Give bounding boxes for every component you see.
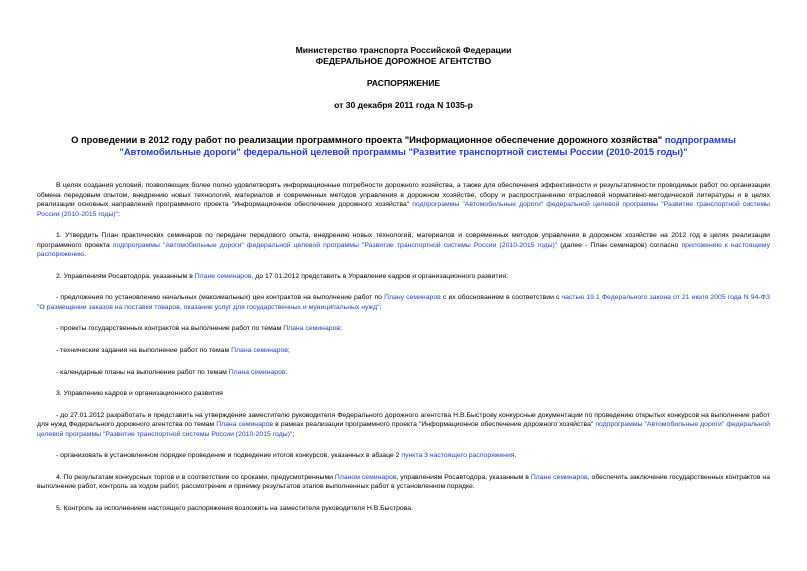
paragraph-text: , до 17.01.2012 представить в Управление кадров и организационного развития:	[251, 272, 508, 280]
paragraph-text: .	[285, 368, 288, 376]
paragraph-2-item-specs	[37, 346, 770, 356]
paragraph-1	[37, 231, 770, 260]
paragraph-text: 2. Управлениям Росавтодора, указанным в	[56, 272, 195, 280]
paragraph-text: В целях создания условий, позволяющих более полно удовлетворять информационные потребности дорожного хозяйства, а также для обеспечения эффективности и результативности проводимых работ по организации обмена передовым опытом, внедрению новых технологий, материалов и современных методов управления в дорожном хозяйстве, сбору и распространению отраслевой нормативно-методической литературы и в целях реализации основных направлений программного проекта "Информационное обеспечение дорожного хозяйства"	[37, 182, 770, 209]
link-appendix[interactable]: приложению к настоящему распоряжению	[37, 241, 770, 259]
paragraph-text: 3. Управлению кадров и организационного развития	[56, 390, 223, 398]
paragraph-text: ;	[287, 347, 290, 355]
paragraph-text: ;	[340, 325, 342, 333]
paragraph-text: 1. Утвердить План практических семинаров по передаче передового опыта, внедрению новых технологий, материалов и современных методов управления в дорожном хозяйстве на 2012 год в целях реализации программного проекта	[37, 232, 770, 249]
paragraph-text: - проекты государственных контрактов на выполнение работ по темам	[56, 325, 284, 333]
title-link-subprogram[interactable]: подпрограммы "Автомобильные дороги" федеральной целевой программы "Развитие транспортной системы России (2010-2015 годы)"	[119, 134, 736, 157]
link-seminar-plan[interactable]: Плана семинаров	[283, 325, 341, 333]
paragraph-text: - организовать в установленном порядке проведение и подведение итогов конкурсов, указанных в абзаце 2	[56, 452, 402, 460]
paragraph-2-item-prices	[37, 293, 770, 312]
paragraph-text: с их обоснованием в соответствии с	[440, 294, 562, 302]
link-seminar-plan[interactable]: Планом семинаров	[334, 473, 397, 481]
paragraph-3-item-tender-docs	[37, 411, 770, 440]
paragraph-text: , управлениям Росавтодора, указанным в	[396, 473, 531, 481]
paragraph-text: - предложения по установлению начальных (максимальных) цен контрактов на выполнение работ по	[56, 294, 385, 302]
link-federal-law-94[interactable]: частью 19.1 Федерального закона от 21 июля 2005 года N 94-ФЗ "О размещении заказов на поставки товаров, оказание услуг для государственных и муниципальных нужд"	[37, 294, 771, 311]
link-point-3[interactable]: пункта 3 настоящего распоряжения	[401, 452, 515, 460]
document-type: РАСПОРЯЖЕНИЕ	[366, 78, 441, 88]
paragraph-text: - технические задания на выполнение работ по темам	[56, 347, 232, 355]
title-text: О проведении в 2012 году работ по реализации программного проекта "Информационное обеспечение дорожного хозяйства"	[71, 134, 665, 145]
paragraph-text: .	[514, 452, 517, 460]
paragraph-text: , обеспечить заключение государственных контрактов на выполнение работ, контроль за ходом работ, рассмотрение и приемку результатов этапов выполненных работ в установленном порядке.	[37, 473, 770, 491]
paragraph-text: 5. Контроль за исполнением настоящего распоряжения возложить на заместителя руководителя Н.В.Быстрова.	[56, 504, 414, 512]
link-subprogram[interactable]: подпрограммы "Автомобильные дороги" федеральной целевой программы "Развитие транспортной системы России (2010-2015 годы)"	[37, 421, 770, 438]
paragraph-text: ;	[379, 303, 382, 311]
paragraph-2	[37, 272, 770, 282]
paragraph-2-item-schedules	[37, 368, 770, 378]
paragraph-text: - до 27.01.2012 разработать и представить на утверждение заместителю руководителя Федерального дорожного агентства Н.В.Быстрову конкурсные документации по проведению открытых конкурсов на выполнение работ для нужд Федерального дорожного агентства по темам	[37, 411, 770, 429]
paragraph-intro	[37, 181, 770, 219]
link-seminar-plan[interactable]: Плана семинаров	[228, 368, 286, 376]
document-title	[37, 134, 770, 158]
agency-name: ФЕДЕРАЛЬНОЕ ДОРОЖНОЕ АГЕНТСТВО	[315, 56, 492, 66]
ministry-name: Министерство транспорта Российской Федерации	[295, 45, 512, 55]
document-date-number: от 30 декабря 2011 года N 1035-р	[334, 100, 473, 110]
link-seminar-plan[interactable]: Плане семинаров	[194, 272, 252, 280]
paragraph-text: .	[84, 251, 87, 259]
paragraph-2-item-contracts	[37, 324, 770, 334]
link-seminar-plan[interactable]: Плану семинаров	[384, 294, 441, 302]
paragraph-text: в рамках реализации программного проекта "Информационное обеспечение дорожного хозяйства"	[273, 421, 596, 429]
link-seminar-plan[interactable]: Плана семинаров	[231, 347, 288, 355]
paragraph-text: (далее - План семинаров) согласно	[557, 241, 682, 249]
link-seminar-plan[interactable]: Плана семинаров	[216, 421, 274, 429]
paragraph-3-item-organize	[37, 451, 770, 461]
paragraph-5	[37, 504, 770, 514]
link-subprogram[interactable]: подпрограммы "Автомобильные дороги" федеральной целевой программы "Развитие транспортной системы России (2010-2015 годы)"	[37, 201, 770, 218]
paragraph-text: :	[118, 210, 120, 218]
paragraph-4	[37, 473, 770, 492]
paragraph-text: 4. По результатам конкурсных торгов и в соответствии со сроками, предусмотренными	[56, 473, 335, 481]
paragraph-text: ;	[292, 430, 295, 438]
document-page	[37, 0, 770, 525]
link-seminar-plan[interactable]: Плане семинаров	[530, 473, 588, 481]
document-body	[37, 181, 770, 513]
link-subprogram[interactable]: подпрограммы "Автомобильные дороги" федеральной целевой программы "Развитие транспортной системы России (2010-2015 годы)"	[112, 241, 558, 249]
paragraph-3	[37, 389, 770, 399]
paragraph-text: - календарные планы на выполнение работ по темам	[56, 368, 229, 376]
